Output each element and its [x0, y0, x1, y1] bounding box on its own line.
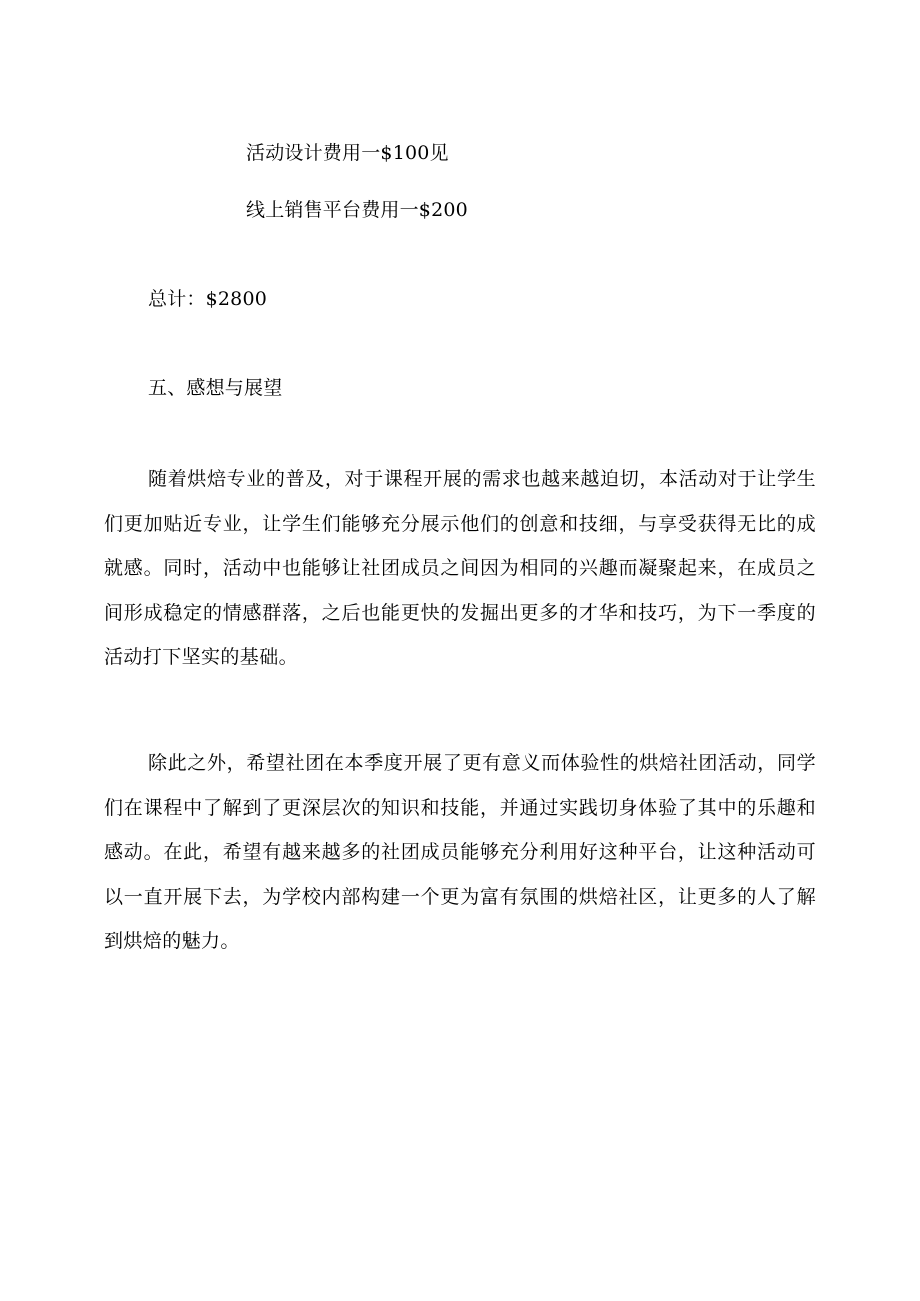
cost-total: 总计：$2800 — [148, 288, 268, 310]
section-heading: 五、感想与展望 — [148, 377, 283, 399]
cost-item-online-platform: 线上销售平台费用一$200 — [246, 199, 468, 221]
paragraph-2: 除此之外，希望社团在本季度开展了更有意义而体验性的烘焙社团活动，同学们在课程中了解到了更深层次的知识和技能，并通过实践切身体验了其中的乐趣和感动。在此，希望有越来越多的社团成员能够充分利用好这种平台，让这种活动可以一直开展下去，为学校内部构建一个更为富有氛围的烘焙社区，让更多的人了解到烘焙的魅力。 — [104, 752, 816, 952]
paragraph-1: 随着烘焙专业的普及，对于课程开展的需求也越来越迫切，本活动对于让学生们更加贴近专业，让学生们能够充分展示他们的创意和技细，与享受获得无比的成就感。同时，活动中也能够让社团成员之间因为相同的兴趣而凝聚起来，在成员之间形成稳定的情感群落，之后也能更快的发掘出更多的才华和技巧，为下一季度的活动打下坚实的基础。 — [104, 468, 816, 668]
cost-item-design: 活动设计费用一$100见 — [246, 142, 449, 164]
